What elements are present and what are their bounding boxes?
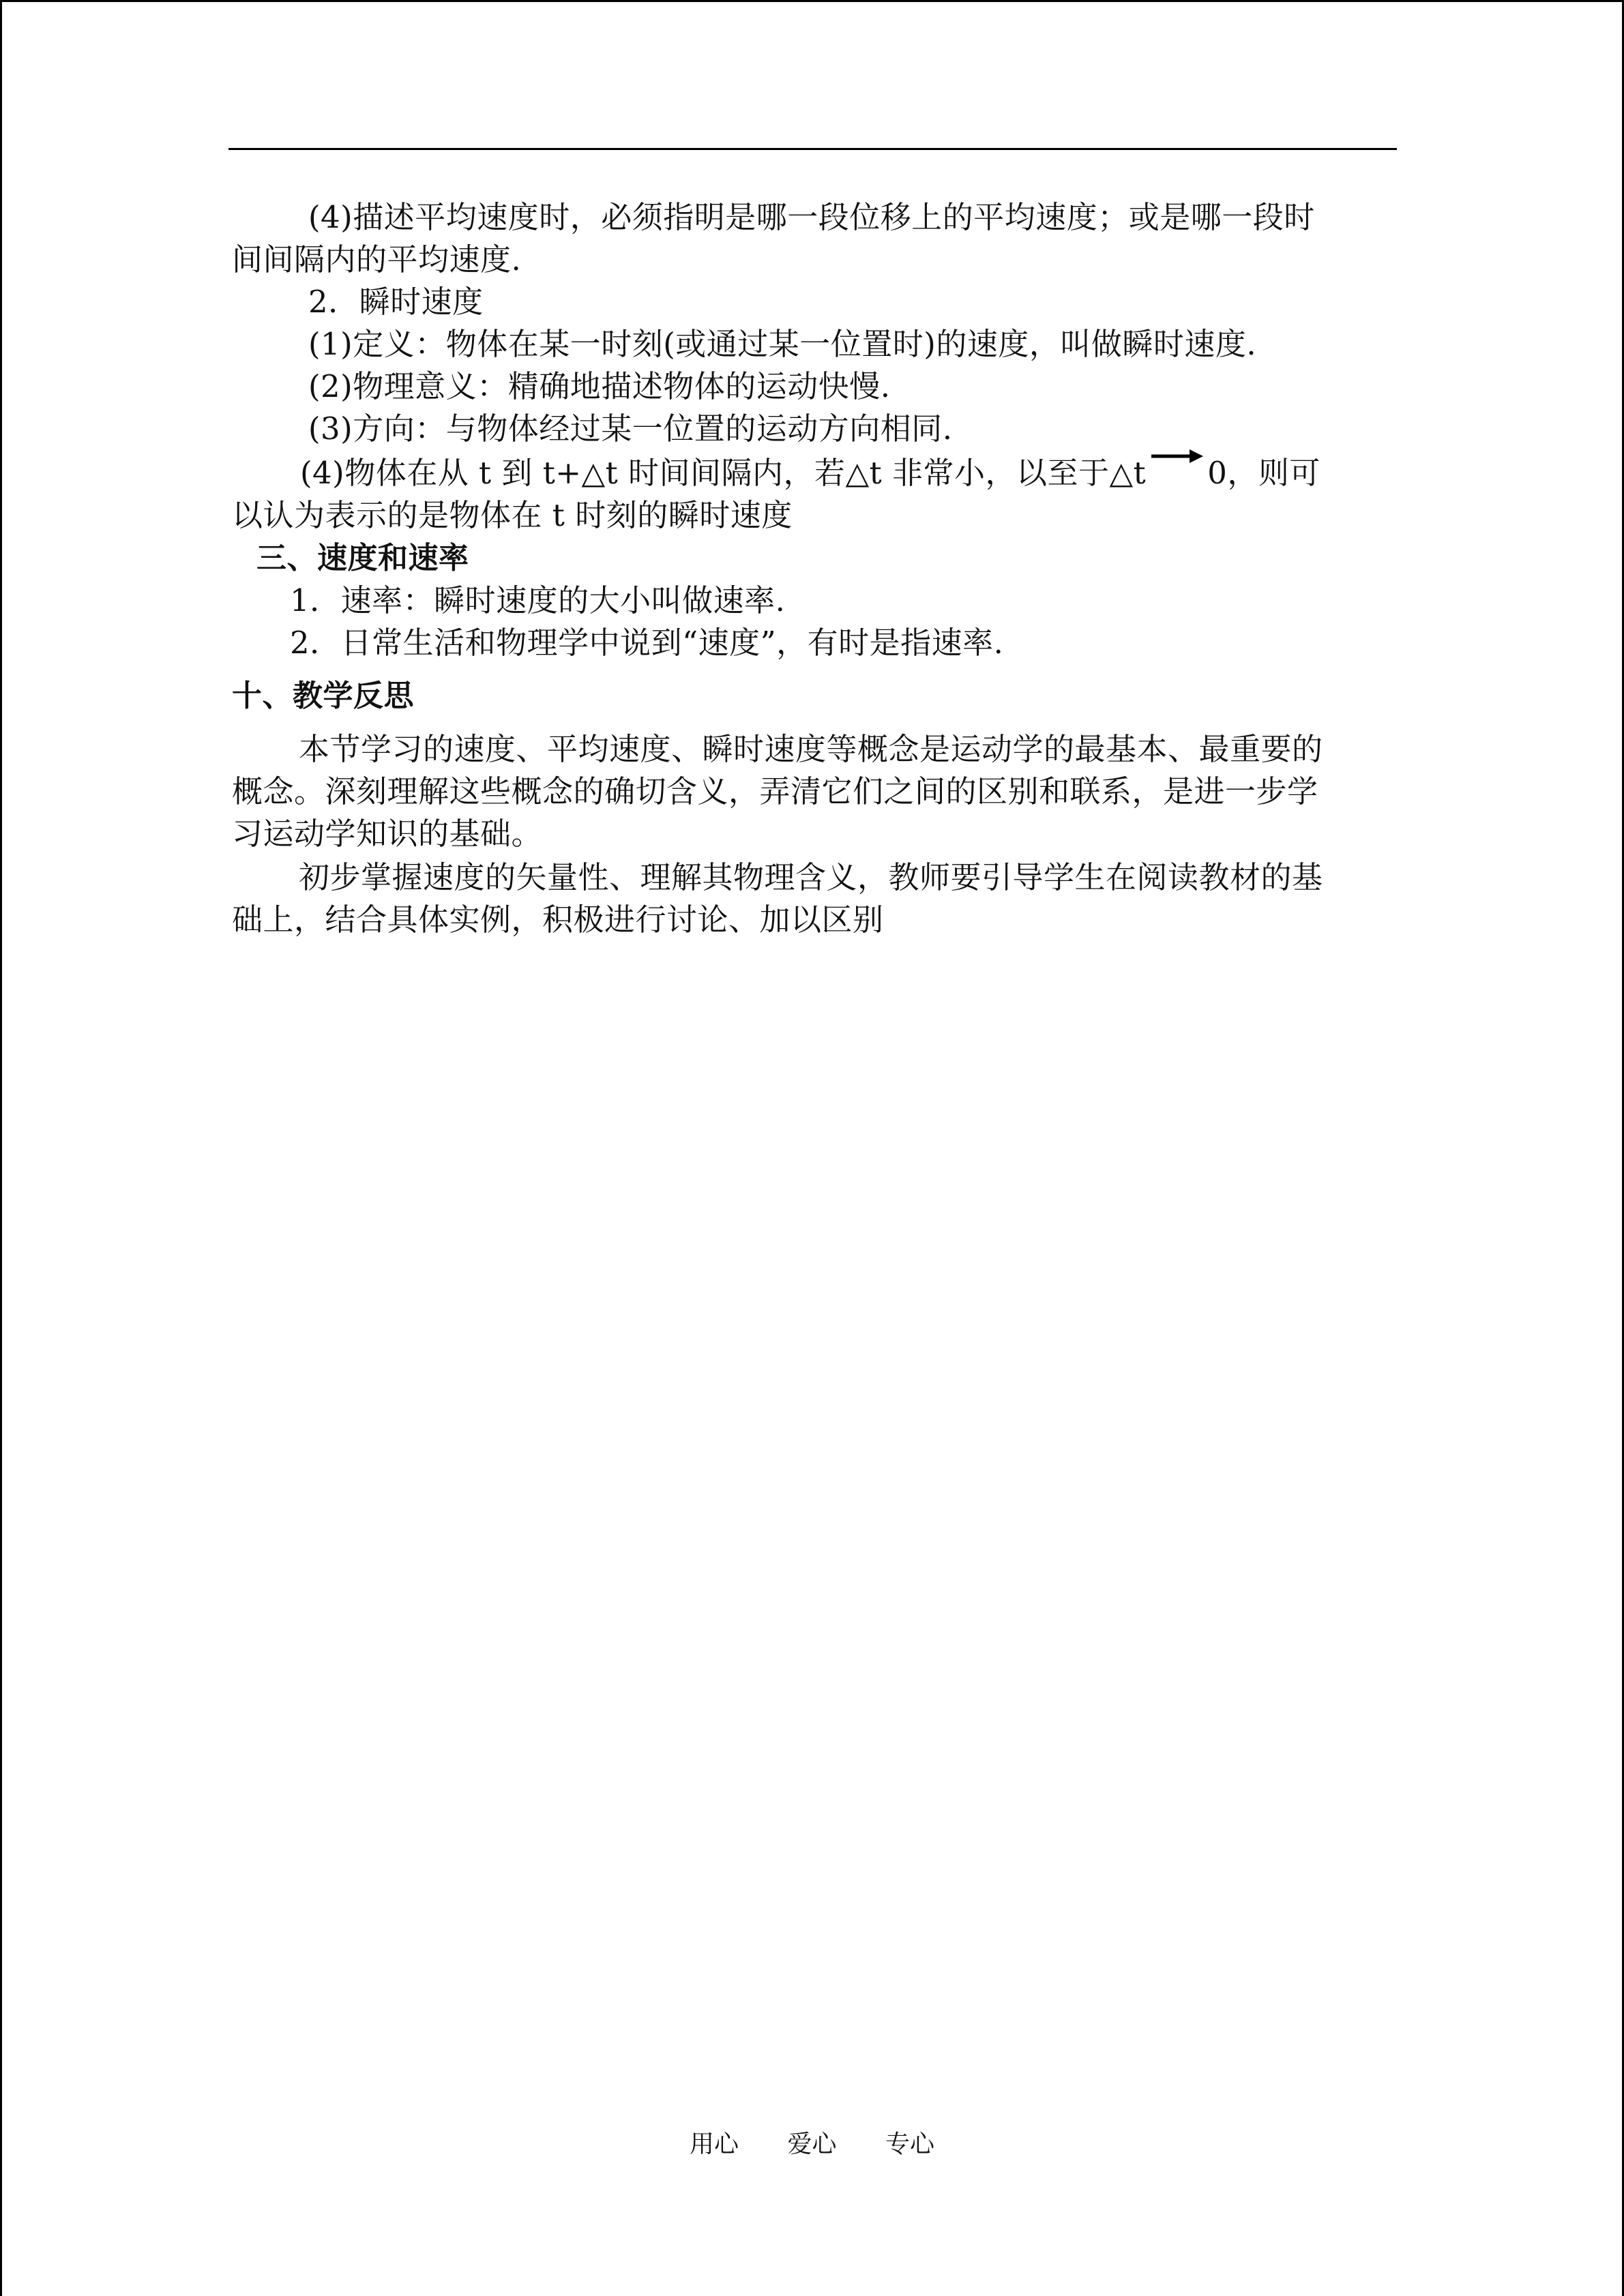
paragraph-line: 以认为表示的是物体在 t 时刻的瞬时速度 — [232, 497, 793, 533]
paragraph-line: (4)描述平均速度时，必须指明是哪一段位移上的平均速度；或是哪一段时 — [308, 199, 1315, 235]
subheading-instant-velocity: 2．瞬时速度 — [308, 284, 484, 320]
footer-item: 爱心 — [787, 2130, 837, 2158]
list-item: 1．速率：瞬时速度的大小叫做速率. — [290, 582, 786, 618]
paragraph-line: 础上，结合具体实例，积极进行讨论、加以区别 — [232, 901, 884, 938]
limit-line — [300, 452, 1320, 494]
section-heading-teaching-reflection: 十、教学反思 — [232, 679, 414, 713]
section-heading-speed-and-rate: 三、速度和速率 — [256, 541, 469, 576]
limit-line-text-before: (4)物体在从 t 到 t+△t 时间间隔内，若△t 非常小，以至于△t — [300, 455, 1147, 491]
paragraph-line: (1)定义：物体在某一时刻(或通过某一位置时)的速度，叫做瞬时速度. — [308, 326, 1257, 362]
paragraph-line: (3)方向：与物体经过某一位置的运动方向相同. — [308, 411, 953, 447]
page-border-left — [0, 0, 2, 2296]
page-border-top — [0, 0, 1624, 2]
right-arrow-icon — [1146, 466, 1207, 486]
list-item: 2．日常生活和物理学中说到“速度”，有时是指速率. — [290, 625, 1004, 661]
page-footer — [0, 2128, 1624, 2162]
paragraph-line: 习运动学知识的基础。 — [232, 816, 543, 852]
paragraph-line: (2)物理意义：精确地描述物体的运动快慢. — [308, 368, 891, 404]
paragraph-line: 概念。深刻理解这些概念的确切含义，弄清它们之间的区别和联系，是进一步学 — [232, 773, 1318, 809]
footer-item: 专心 — [885, 2130, 934, 2158]
paragraph-line: 本节学习的速度、平均速度、瞬时速度等概念是运动学的最基本、最重要的 — [299, 731, 1323, 767]
footer-item: 用心 — [690, 2130, 739, 2158]
header-rule — [228, 148, 1397, 150]
paragraph-line: 初步掌握速度的矢量性、理解其物理含义，教师要引导学生在阅读教材的基 — [299, 859, 1323, 895]
paragraph-line: 间间隔内的平均速度. — [232, 241, 522, 278]
limit-line-text-after: 0，则可 — [1207, 455, 1320, 491]
